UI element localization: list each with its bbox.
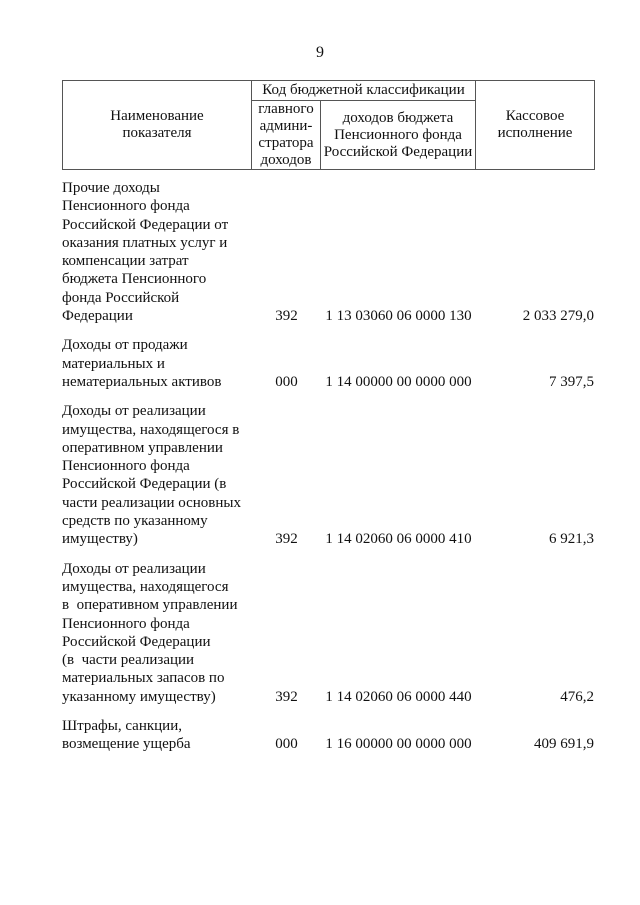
table-body: [62, 179, 594, 765]
row-name-line: Штрафы, санкции,: [62, 718, 182, 735]
header-text: Наименование: [110, 108, 204, 124]
row-name-line: имущества, находящегося: [62, 578, 229, 595]
row-budget-code: 1 14 02060 06 0000 440: [325, 688, 472, 705]
table-row: [62, 336, 594, 391]
header-text: Кассовое: [505, 108, 565, 124]
row-name-line: Российской Федерации от: [62, 216, 229, 233]
row-admin-code: 000: [275, 373, 298, 390]
row-name: [62, 336, 252, 391]
header-admin: [252, 101, 321, 170]
row-admin-code: 392: [275, 308, 298, 325]
row-name-line: имуществу): [62, 531, 138, 548]
row-name-line: Российской Федерации: [62, 633, 211, 650]
header-budget-code: Код бюджетной классификации: [252, 81, 476, 101]
row-name-line: Федерации: [62, 308, 133, 325]
row-budget-code: 1 14 00000 00 0000 000: [325, 373, 472, 390]
row-name: [62, 560, 252, 706]
table-row: [62, 717, 594, 754]
row-name-line: имущества, находящегося в: [62, 421, 240, 438]
table-header: [62, 80, 595, 170]
row-amount: 476,2: [560, 688, 594, 705]
row-name-line: оперативном управлении: [62, 439, 223, 456]
header-name: [63, 81, 252, 170]
row-name-line: нематериальных активов: [62, 373, 222, 390]
row-name-line: средств по указанному: [62, 513, 208, 530]
header-text: Пенсионного фонда: [334, 126, 462, 143]
row-name-line: Пенсионного фонда: [62, 198, 190, 215]
header-code: [321, 101, 476, 170]
row-name-line: материальных запасов по: [62, 670, 225, 687]
row-name-line: Пенсионного фонда: [62, 458, 190, 475]
table-row: [62, 179, 594, 325]
row-amount: 7 397,5: [549, 373, 594, 390]
page-number: 9: [316, 44, 324, 61]
row-name-line: компенсации затрат: [62, 253, 189, 270]
row-name-line: (в части реализации: [62, 652, 195, 669]
row-name: [62, 179, 252, 325]
header-text: показателя: [122, 125, 192, 141]
table-row: [62, 402, 594, 548]
row-name-line: в оперативном управлении: [62, 597, 238, 614]
header-text: доходов бюджета: [342, 109, 454, 126]
row-admin-code: 000: [275, 736, 298, 753]
row-name-line: Российской Федерации (в: [62, 476, 227, 493]
header-text: Российской Федерации: [323, 143, 473, 160]
row-amount: 6 921,3: [549, 531, 594, 548]
header-text: исполнение: [497, 125, 573, 141]
row-name-line: Прочие доходы: [62, 180, 160, 196]
row-budget-code: 1 13 03060 06 0000 130: [325, 308, 472, 325]
row-amount: 2 033 279,0: [522, 308, 594, 325]
row-amount: 409 691,9: [534, 736, 594, 753]
row-name-line: Доходы от реализации: [62, 560, 206, 577]
row-name-line: указанному имуществу): [62, 688, 216, 705]
row-admin-code: 392: [275, 688, 298, 705]
row-name-line: возмещение ущерба: [62, 736, 191, 753]
header-text: главного: [258, 101, 314, 117]
row-name-line: Пенсионного фонда: [62, 615, 190, 632]
row-name-line: части реализации основных: [62, 494, 241, 511]
row-name-line: Доходы от продажи: [62, 337, 188, 354]
header-text: админи-: [259, 118, 313, 134]
row-name-line: бюджета Пенсионного: [62, 271, 207, 288]
row-name-line: Доходы от реализации: [62, 403, 206, 420]
table-row: [62, 560, 594, 706]
row-name: [62, 717, 252, 754]
row-name: [62, 402, 252, 548]
row-budget-code: 1 16 00000 00 0000 000: [325, 736, 472, 753]
row-name-line: фонда Российской: [62, 289, 180, 306]
row-name-line: материальных и: [62, 355, 165, 372]
header-text: доходов: [260, 152, 312, 168]
row-budget-code: 1 14 02060 06 0000 410: [325, 531, 472, 548]
row-admin-code: 392: [275, 531, 298, 548]
header-text: стратора: [258, 135, 314, 151]
row-name-line: оказания платных услуг и: [62, 234, 228, 251]
header-amount: [476, 81, 595, 170]
